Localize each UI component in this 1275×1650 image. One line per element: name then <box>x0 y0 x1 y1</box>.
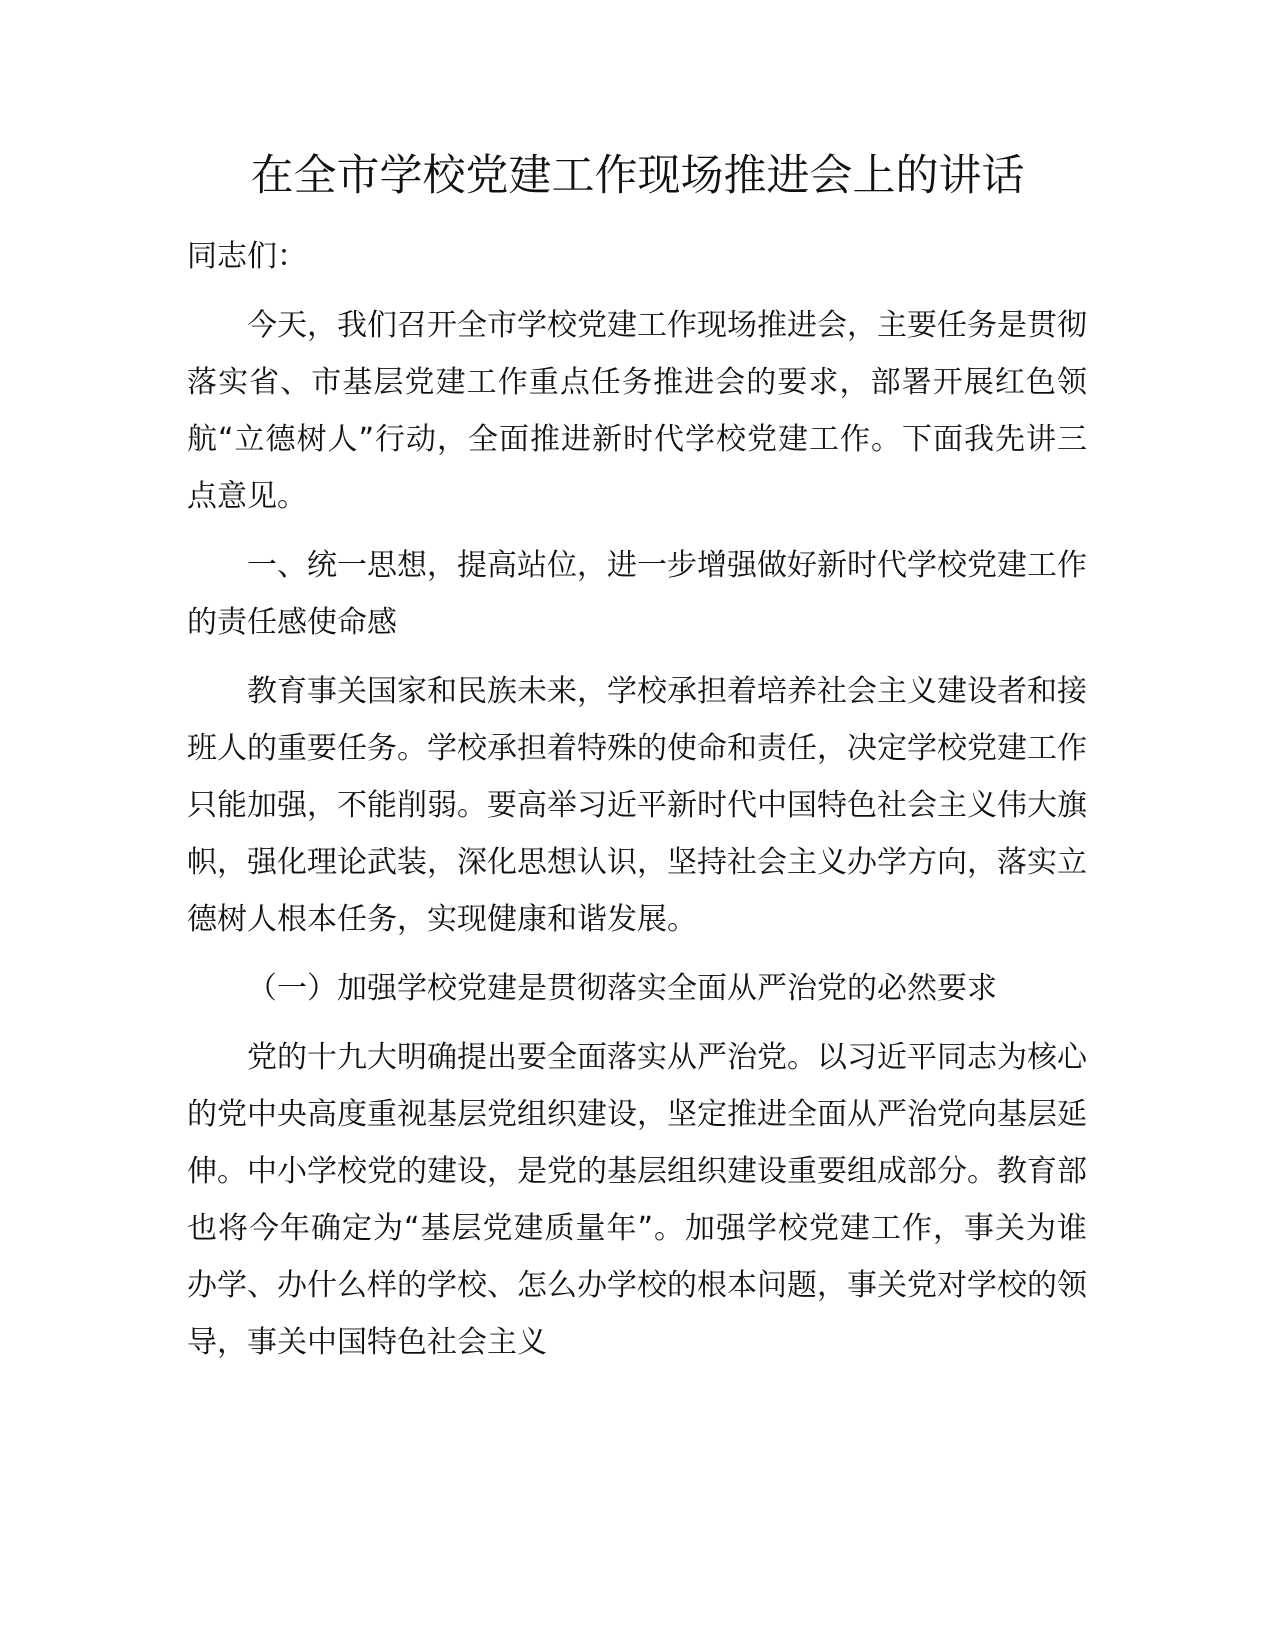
paragraph-section-1: 教育事关国家和民族未来，学校承担着培养社会主义建设者和接班人的重要任务。学校承担着特殊的使命和责任，决定学校党建工作只能加强，不能削弱。要高举习近平新时代中国特色社会主义伟大旗帜，强化理论武装，深化思想认识，坚持社会主义办学方向，落实立德树人根本任务，实现健康和谐发展。 <box>187 674 1087 937</box>
section-heading-1: 一、统一思想，提高站位，进一步增强做好新时代学校党建工作的责任感使命感 <box>187 548 1087 640</box>
document-title: 在全市学校党建工作现场推进会上的讲话 <box>250 151 1025 201</box>
subsection-heading-1: （一）加强学校党建是贯彻落实全面从严治党的必然要求 <box>247 971 997 1006</box>
paragraph-intro: 今天，我们召开全市学校党建工作现场推进会，主要任务是贯彻落实省、市基层党建工作重点任务推进会的要求，部署开展红色领航“立德树人”行动，全面推进新时代学校党建工作。下面我先讲三点意见。 <box>187 308 1087 514</box>
paragraph-subsection-1: 党的十九大明确提出要全面落实从严治党。以习近平同志为核心的党中央高度重视基层党组织建设，坚定推进全面从严治党向基层延伸。中小学校党的建设，是党的基层组织建设重要组成部分。教育部也将今年确定为“基层党建质量年”。加强学校党建工作，事关为谁办学、办什么样的学校、怎么办学校的根本问题，事关党对学校的领导，事关中国特色社会主义 <box>187 1040 1087 1360</box>
salutation: 同志们： <box>187 239 307 274</box>
document-body <box>187 228 1087 1383</box>
